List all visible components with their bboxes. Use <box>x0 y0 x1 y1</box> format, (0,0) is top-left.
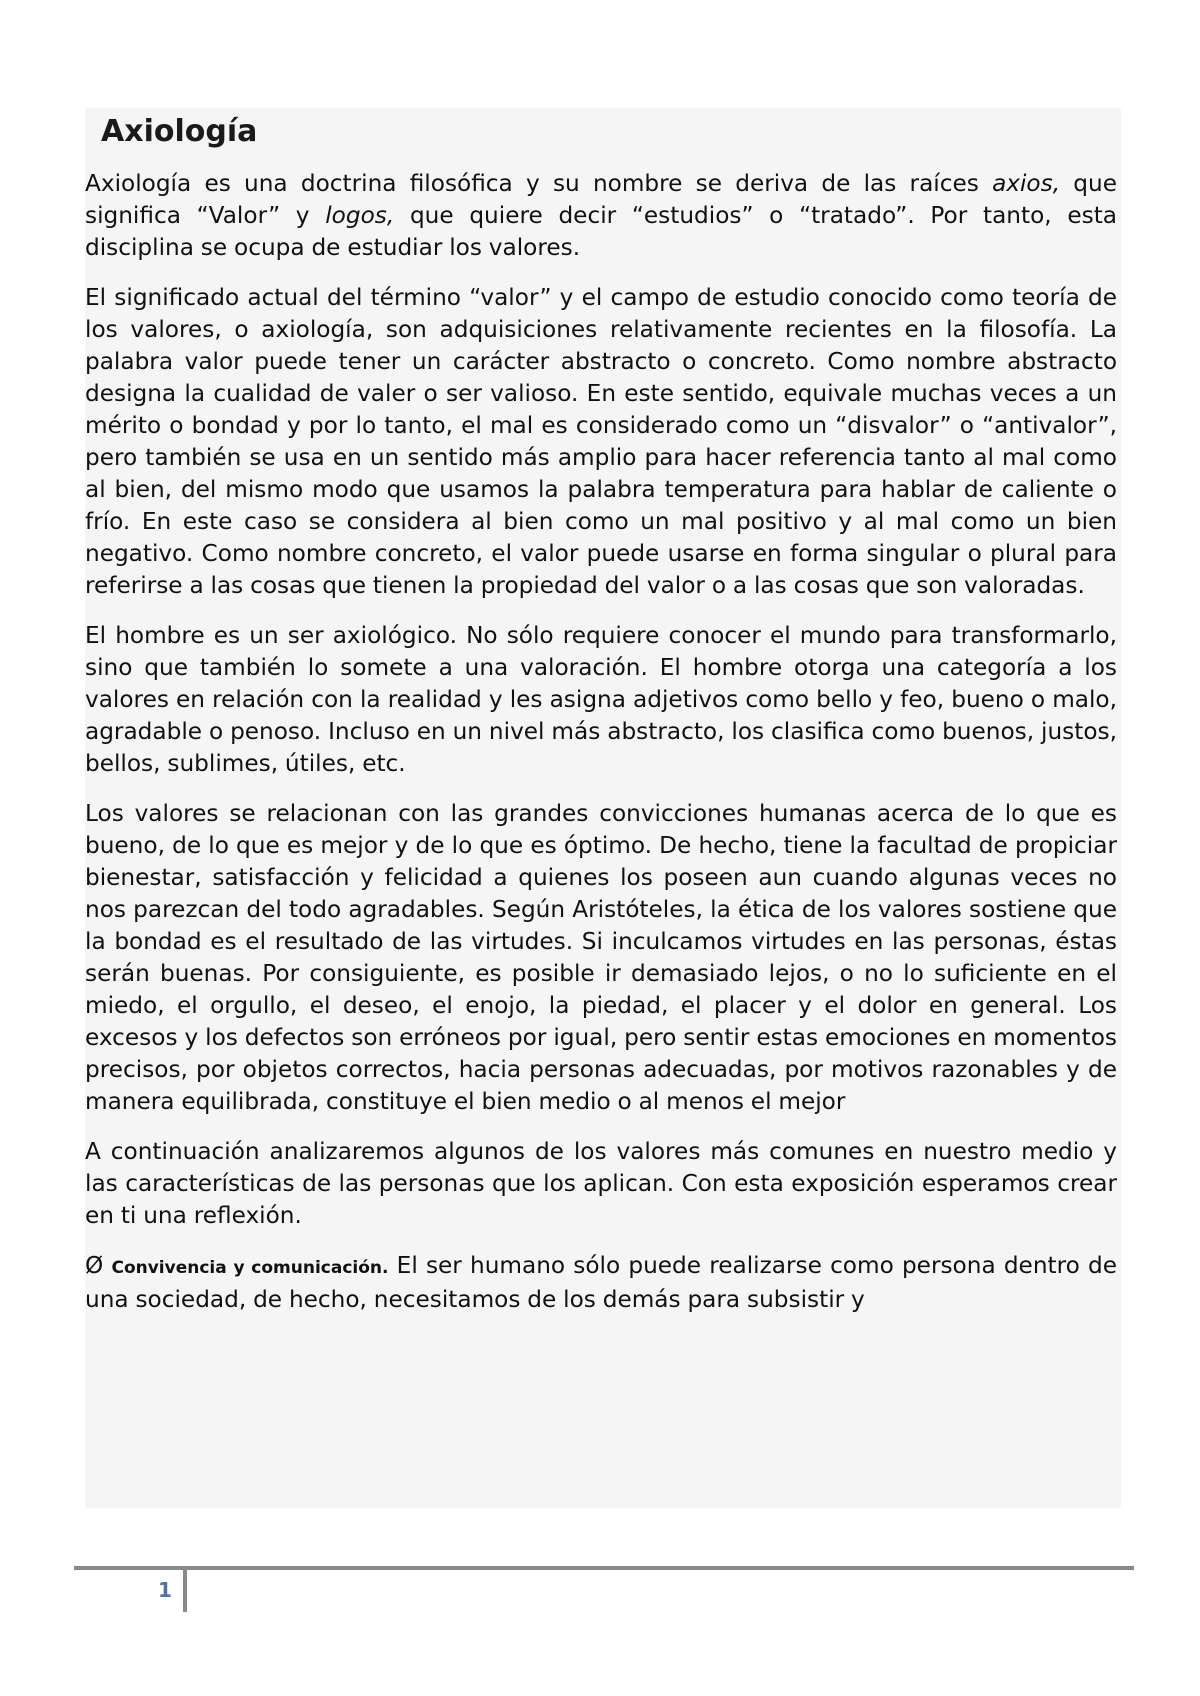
paragraph-intro-text-c: que quiere decir “estudios” o “tratado”. Por tanto, esta disciplina se ocupa de estudiar los valores. <box>85 202 1117 261</box>
paragraph-axiological-man: El hombre es un ser axiológico. No sólo requiere conocer el mundo para transformarlo, sino que también lo somete a una valoración. El hombre otorga una categoría a los valores en relación con la realidad y les asigna adjetivos como bello y feo, bueno o malo, agradable o penoso. Incluso en un nivel más abstracto, los clasifica como buenos, justos, bellos, sublimes, útiles, etc. <box>85 622 1117 777</box>
page-title: Axiología <box>101 114 258 149</box>
term-logos: logos, <box>325 202 395 229</box>
term-axios: axios, <box>992 170 1061 197</box>
paragraph-intro <box>85 168 1117 264</box>
paragraph-convictions: Los valores se relacionan con las grandes convicciones humanas acerca de lo que es bueno, de lo que es mejor y de lo que es óptimo. De hecho, tiene la facultad de propiciar bienestar, satisfacción y felicidad a quienes los poseen aun cuando algunas veces no nos parezcan del todo agradables. Según Aristóteles, la ética de los valores sostiene que la bondad es el resultado de las virtudes. Si inculcamos virtudes en las personas, éstas serán buenas. Por consiguiente, es posible ir demasiado lejos, o no lo suficiente en el miedo, el orgullo, el deseo, el enojo, la piedad, el placer y el dolor en general. Los excesos y los defectos son erróneos por igual, pero sentir estas emociones en momentos precisos, por objetos correctos, hacia personas adecuadas, por motivos razonables y de manera equilibrada, constituye el bien medio o al menos el mejor <box>85 800 1117 1115</box>
section-heading-coexistence: Convivencia y comunicación. <box>111 1258 389 1278</box>
paragraph-coexistence <box>85 1250 1117 1316</box>
footer-divider <box>74 1566 1134 1570</box>
paragraph-continuation: A continuación analizaremos algunos de los valores más comunes en nuestro medio y las características de las personas que los aplican. Con esta exposición esperamos crear en ti una reflexión. <box>85 1138 1117 1229</box>
bullet-icon: Ø <box>85 1252 104 1279</box>
document-page <box>85 108 1121 1508</box>
paragraph-intro-text-a: Axiología es una doctrina filosófica y su nombre se deriva de las raíces <box>85 170 993 197</box>
paragraph-intro-text-b: que significa “Valor” y <box>85 170 1117 229</box>
paragraph-meaning: El significado actual del término “valor” y el campo de estudio conocido como teoría de los valores, o axiología, son adquisiciones relativamente recientes en la filosofía. La palabra valor puede tener un carácter abstracto o concreto. Como nombre abstracto designa la cualidad de valer o ser valioso. En este sentido, equivale muchas veces a un mérito o bondad y por lo tanto, el mal es considerado como un “disvalor” o “antivalor”, pero también se usa en un sentido más amplio para hacer referencia tanto al mal como al bien, del mismo modo que usamos la palabra temperatura para hablar de caliente o frío. En este caso se considera al bien como un mal positivo y al mal como un bien negativo. Como nombre concreto, el valor puede usarse en forma singular o plural para referirse a las cosas que tienen la propiedad del valor o a las cosas que son valoradas. <box>85 284 1117 599</box>
page-number-divider <box>183 1570 187 1612</box>
page-number: 1 <box>158 1578 172 1602</box>
paragraph-coexistence-text: El ser humano sólo puede realizarse como persona dentro de una sociedad, de hecho, necesitamos de los demás para subsistir y <box>85 1252 1117 1313</box>
